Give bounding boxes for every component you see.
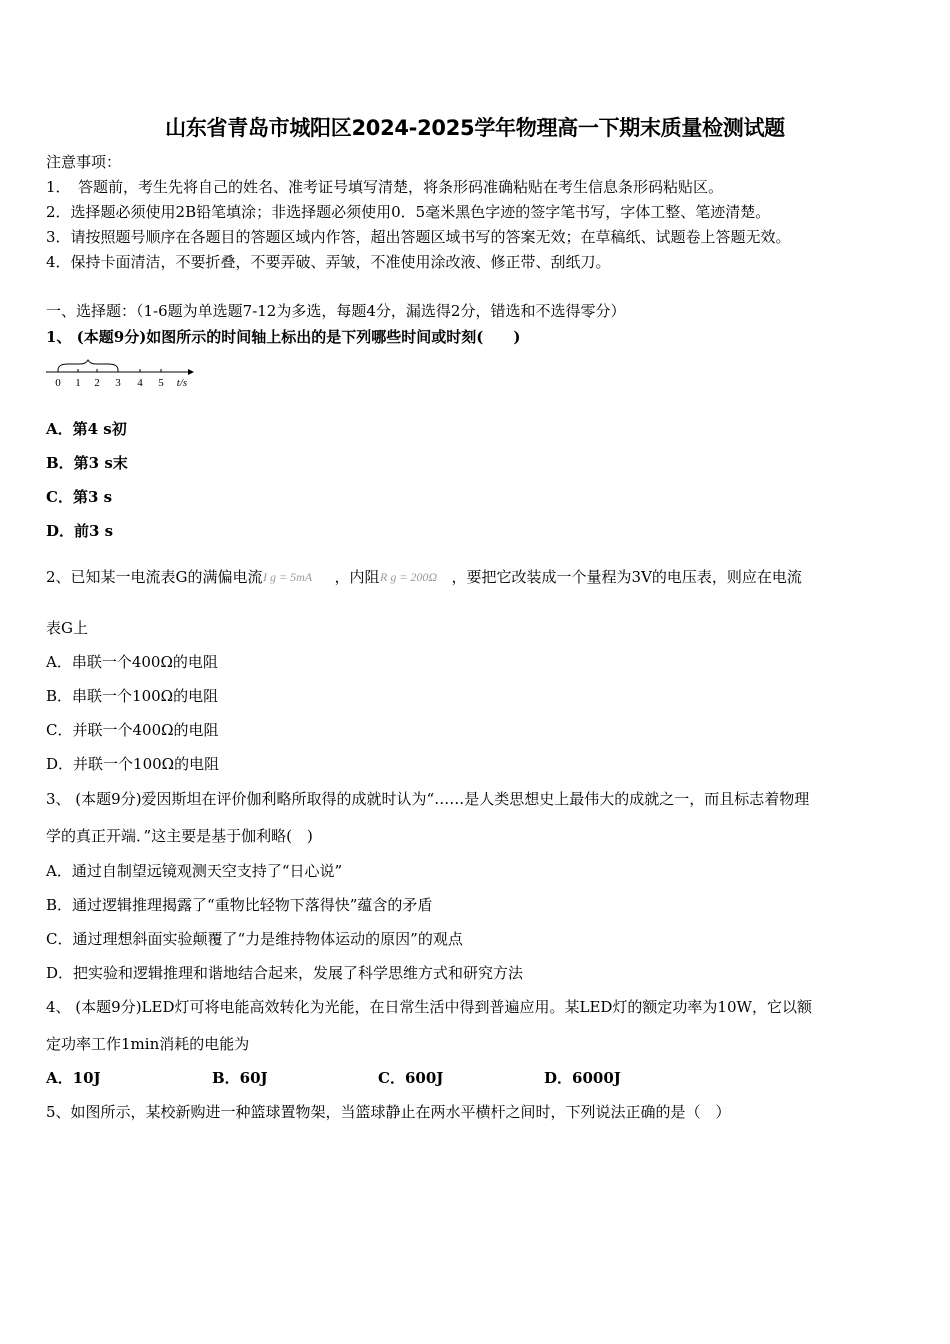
question-4-option: B．60J — [212, 1069, 268, 1087]
question-4-stem-cont: 定功率工作1min消耗的电能为 — [46, 1035, 250, 1053]
formula-text: R g = 200Ω — [379, 570, 437, 584]
question-2-stem-text: ，要把它改装成一个量程为3V的电压表，则应在电流 — [451, 568, 802, 586]
question-1-option: C．第3 s — [46, 488, 113, 506]
axis-tick-label: 0 — [55, 377, 61, 389]
notice-item: 4．保持卡面清洁，不要折叠，不要弄破、弄皱，不准使用涂改液、修正带、刮纸刀。 — [46, 253, 611, 271]
question-3-option: C．通过理想斜面实验颠覆了“力是维持物体运动的原因”的观点 — [46, 930, 463, 948]
question-1-option: A．第4 s初 — [46, 420, 127, 438]
question-4-options — [46, 1068, 710, 1088]
question-4-option: C．600J — [378, 1069, 444, 1087]
axis-unit-label: t/s — [176, 377, 188, 389]
question-2-stem — [46, 567, 802, 587]
resistance-formula — [380, 568, 452, 584]
formula-text: I g = 5mA — [262, 570, 312, 584]
question-2-stem-text: 2、已知某一电流表G的满偏电流 — [46, 568, 263, 586]
notice-item: 2．选择题必须使用2B铅笔填涂；非选择题必须使用0．5毫米黑色字迹的签字笔书写，字体工整、笔迹清楚。 — [46, 203, 771, 221]
exam-title: 山东省青岛市城阳区2024-2025学年物理高一下期末质量检测试题 — [165, 116, 785, 140]
section-heading: 一、选择题：（1-6题为单选题7-12为多选，每题4分，漏选得2分，错选和不选得零分） — [46, 302, 626, 320]
question-3-stem: 3、 (本题9分)爱因斯坦在评价伽利略所取得的成就时认为“……是人类思想史上最伟大的成就之一，而且标志着物理 — [46, 790, 810, 808]
question-3-option: D．把实验和逻辑推理和谐地结合起来，发展了科学思维方式和研究方法 — [46, 964, 524, 982]
question-2-option: A．串联一个400Ω的电阻 — [46, 653, 218, 671]
current-formula — [263, 568, 335, 584]
question-2-option: D．并联一个100Ω的电阻 — [46, 755, 220, 773]
question-2-option: B．串联一个100Ω的电阻 — [46, 687, 219, 705]
notice-item: 3．请按照题号顺序在各题目的答题区域内作答，超出答题区域书写的答案无效；在草稿纸、试题卷上答题无效。 — [46, 228, 791, 246]
axis-tick-label: 4 — [137, 377, 143, 389]
question-4-option: D．6000J — [544, 1069, 621, 1087]
axis-arrow — [188, 369, 194, 375]
notice-heading: 注意事项： — [46, 153, 122, 171]
question-1-option: B．第3 s末 — [46, 454, 128, 472]
question-2-option: C．并联一个400Ω的电阻 — [46, 721, 219, 739]
axis-tick-label: 3 — [115, 377, 121, 389]
question-1-stem: 1、 (本题9分)如图所示的时间轴上标出的是下列哪些时间或时刻( ) — [46, 328, 521, 346]
question-3-option: A．通过自制望远镜观测天空支持了“日心说” — [46, 862, 343, 880]
axis-tick-label: 1 — [75, 377, 81, 389]
time-axis-figure — [44, 358, 204, 394]
axis-tick-label: 5 — [158, 377, 164, 389]
question-3-stem-cont: 学的真正开端．”这主要是基于伽利略( ) — [46, 827, 313, 845]
axis-tick-label: 2 — [94, 377, 100, 389]
question-2-stem-cont: 表G上 — [46, 619, 88, 637]
question-5-stem: 5、如图所示，某校新购进一种篮球置物架，当篮球静止在两水平横杆之间时，下列说法正确的是（ ） — [46, 1103, 731, 1121]
notice-item: 1． 答题前，考生先将自己的姓名、准考证号填写清楚，将条形码准确粘贴在考生信息条形码粘贴区。 — [46, 178, 724, 196]
question-3-option: B．通过逻辑推理揭露了“重物比轻物下落得快”蕴含的矛盾 — [46, 896, 433, 914]
question-4-option: A．10J — [46, 1069, 101, 1087]
question-1-option: D．前3 s — [46, 522, 114, 540]
axis-brace — [58, 360, 118, 370]
question-2-stem-text: ，内阻 — [334, 568, 380, 586]
question-4-stem: 4、 (本题9分)LED灯可将电能高效转化为光能，在日常生活中得到普遍应用。某LED灯的额定功率为10W，它以额 — [46, 998, 812, 1016]
